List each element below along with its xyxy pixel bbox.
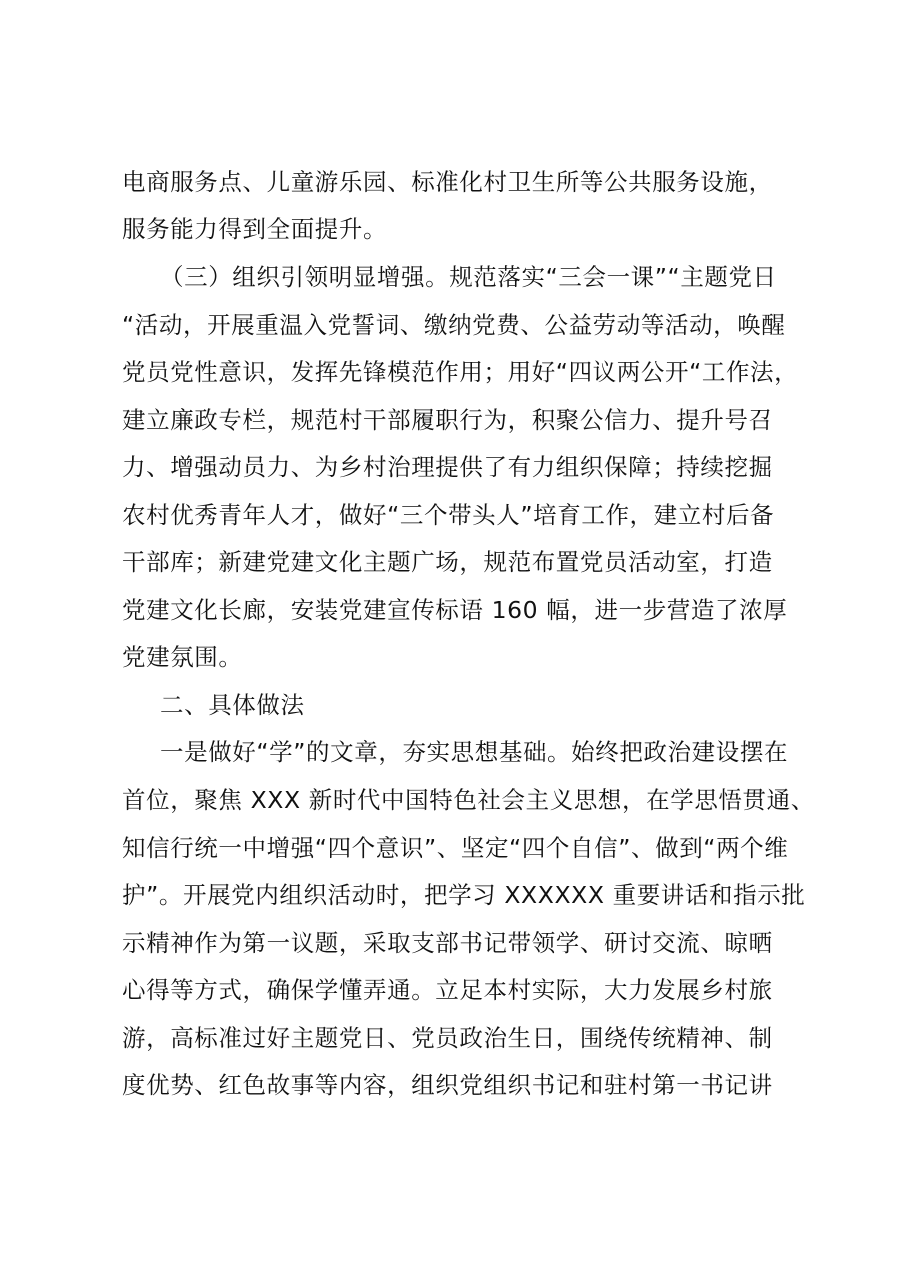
text-line-8: 农村优秀青年人才，做好“三个带头人”培育工作，建立村后备	[122, 501, 775, 529]
text-line-20: 度优势、红色故事等内容，组织党组织书记和驻村第一书记讲	[122, 1071, 773, 1099]
text-line-16: 护”。开展党内组织活动时，把学习 XXXXXX 重要讲话和指示批	[122, 881, 806, 909]
text-line-3: （三）组织引领明显增强。规范落实“三会一课”“主题党日	[160, 263, 777, 291]
text-line-4: “活动，开展重温入党誓词、缴纳党费、公益劳动等活动，唤醒	[122, 311, 786, 339]
text-line-10: 党建文化长廊，安装党建宣传标语 160 幅，进一步营造了浓厚	[122, 596, 788, 624]
text-line-7: 力、增强动员力、为乡村治理提供了有力组织保障；持续挖掘	[122, 453, 773, 481]
text-line-17: 示精神作为第一议题，采取支部书记带领学、研讨交流、晾晒	[122, 929, 773, 957]
text-line-6: 建立廉政专栏，规范村干部履职行为，积聚公信力、提升号召	[122, 406, 773, 434]
text-line-19: 游，高标准过好主题党日、党员政治生日，围绕传统精神、制	[122, 1024, 773, 1052]
text-line-11: 党建氛围。	[122, 643, 243, 671]
text-line-5: 党员党性意识，发挥先锋模范作用；用好“四议两公开“工作法，	[122, 358, 799, 386]
text-line-9: 干部库；新建党建文化主题广场，规范布置党员活动室，打造	[122, 548, 773, 576]
text-line-18: 心得等方式，确保学懂弄通。立足本村实际，大力发展乡村旅	[122, 976, 773, 1004]
section-heading: 二、具体做法	[160, 691, 305, 719]
text-line-14: 首位，聚焦 XXX 新时代中国特色社会主义思想，在学思悟贯通、	[122, 786, 815, 814]
text-line-13: 一是做好“学”的文章，夯实思想基础。始终把政治建设摆在	[160, 738, 789, 766]
text-line-15: 知信行统一中增强“四个意识”、坚定“四个自信”、做到“两个维	[122, 834, 789, 862]
text-line-1: 电商服务点、儿童游乐园、标准化村卫生所等公共服务设施，	[122, 168, 773, 196]
text-line-2: 服务能力得到全面提升。	[122, 215, 388, 243]
